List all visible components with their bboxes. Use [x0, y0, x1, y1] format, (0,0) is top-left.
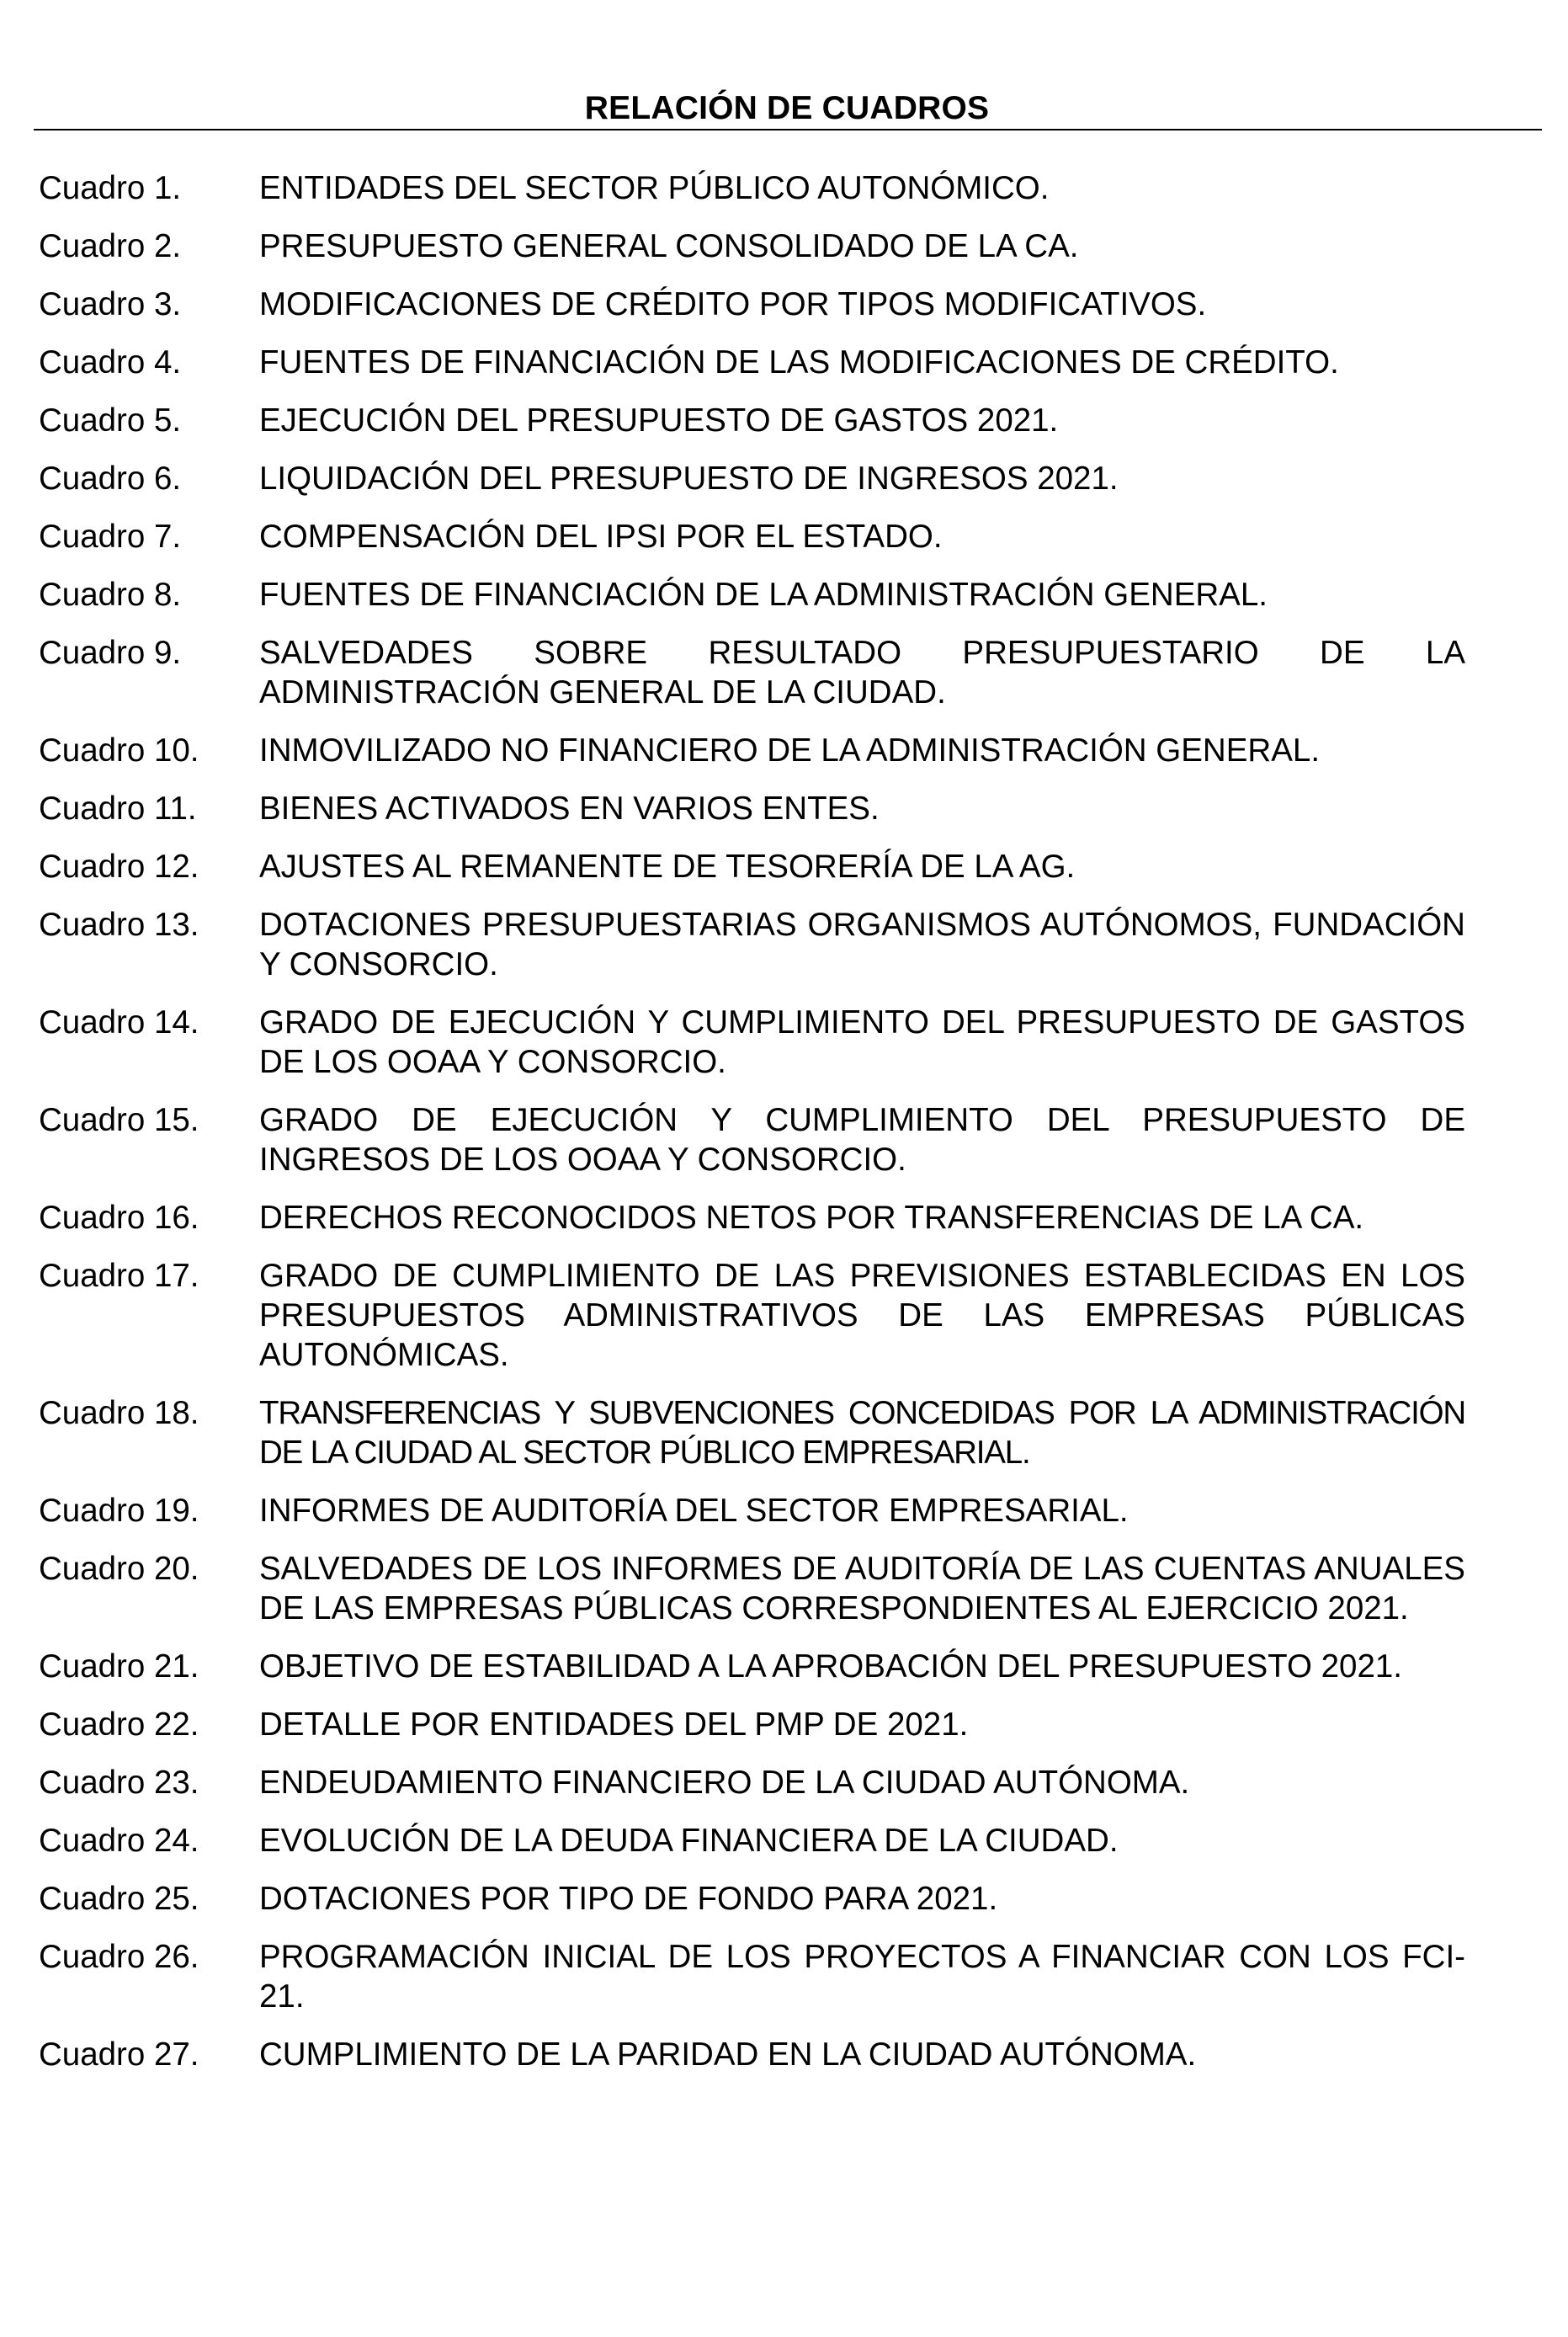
- item-title: COMPENSACIÓN DEL IPSI POR EL ESTADO.: [259, 519, 943, 555]
- item-number: Cuadro 9.: [39, 635, 182, 671]
- item-title: TRANSFERENCIAS Y SUBVENCIONES CONCEDIDAS POR LA ADMINISTRACIÓN DE LA CIUDAD AL SECTOR PÚBLICO EMPRESARIAL.: [259, 1395, 1465, 1471]
- item-title: DERECHOS RECONOCIDOS NETOS POR TRANSFERENCIAS DE LA CA.: [259, 1200, 1364, 1236]
- item-number: Cuadro 3.: [39, 286, 182, 322]
- item-title: SALVEDADES DE LOS INFORMES DE AUDITORÍA DE LAS CUENTAS ANUALES DE LAS EMPRESAS PÚBLICAS CORRESPONDIENTES AL EJERCICIO 2021.: [259, 1551, 1465, 1626]
- item-title: CUMPLIMIENTO DE LA PARIDAD EN LA CIUDAD AUTÓNOMA.: [259, 2036, 1197, 2073]
- list-item: [39, 1100, 1470, 1179]
- list-item: [39, 1393, 1470, 1472]
- item-number: Cuadro 14.: [39, 1004, 199, 1041]
- item-number: Cuadro 19.: [39, 1493, 199, 1529]
- list-item: [39, 1003, 1470, 1082]
- item-title: DOTACIONES PRESUPUESTARIAS ORGANISMOS AUTÓNOMOS, FUNDACIÓN Y CONSORCIO.: [259, 907, 1465, 982]
- item-number: Cuadro 8.: [39, 577, 182, 613]
- item-title: GRADO DE CUMPLIMIENTO DE LAS PREVISIONES ESTABLECIDAS EN LOS PRESUPUESTOS ADMINISTRATIVOS DE LAS EMPRESAS PÚBLICAS AUTONÓMICAS.: [259, 1258, 1465, 1373]
- item-title: MODIFICACIONES DE CRÉDITO POR TIPOS MODIFICATIVOS.: [259, 286, 1207, 322]
- item-number: Cuadro 26.: [39, 1939, 199, 1975]
- title-rule: [34, 129, 1542, 130]
- list-item: [39, 1256, 1470, 1375]
- list-item: [39, 1937, 1470, 2016]
- list-item: [39, 1821, 1470, 1861]
- list-item: [39, 1879, 1470, 1919]
- list-item: [39, 575, 1470, 615]
- item-title: DETALLE POR ENTIDADES DEL PMP DE 2021.: [259, 1706, 969, 1743]
- item-title: LIQUIDACIÓN DEL PRESUPUESTO DE INGRESOS 2021.: [259, 460, 1119, 497]
- list-item: [39, 168, 1470, 208]
- item-title: OBJETIVO DE ESTABILIDAD A LA APROBACIÓN DEL PRESUPUESTO 2021.: [259, 1648, 1402, 1685]
- item-number: Cuadro 20.: [39, 1551, 199, 1587]
- list-item: [39, 633, 1470, 712]
- item-number: Cuadro 18.: [39, 1395, 199, 1431]
- list-item: [39, 1705, 1470, 1744]
- list-item: [39, 285, 1470, 324]
- item-title: INFORMES DE AUDITORÍA DEL SECTOR EMPRESARIAL.: [259, 1493, 1129, 1529]
- item-title: ENDEUDAMIENTO FINANCIERO DE LA CIUDAD AUTÓNOMA.: [259, 1765, 1190, 1801]
- item-title: SALVEDADES SOBRE RESULTADO PRESUPUESTARIO DE LA ADMINISTRACIÓN GENERAL DE LA CIUDAD.: [259, 635, 1465, 711]
- item-number: Cuadro 1.: [39, 170, 182, 206]
- item-title: PROGRAMACIÓN INICIAL DE LOS PROYECTOS A FINANCIAR CON LOS FCI- 21.: [259, 1939, 1465, 2015]
- item-title: DOTACIONES POR TIPO DE FONDO PARA 2021.: [259, 1881, 998, 1917]
- item-title: ENTIDADES DEL SECTOR PÚBLICO AUTONÓMICO.: [259, 170, 1050, 206]
- item-title: PRESUPUESTO GENERAL CONSOLIDADO DE LA CA.: [259, 228, 1079, 264]
- item-number: Cuadro 15.: [39, 1102, 199, 1138]
- item-title: GRADO DE EJECUCIÓN Y CUMPLIMIENTO DEL PRESUPUESTO DE INGRESOS DE LOS OOAA Y CONSORCIO.: [259, 1102, 1465, 1178]
- item-number: Cuadro 4.: [39, 344, 182, 381]
- item-number: Cuadro 12.: [39, 849, 199, 885]
- item-number: Cuadro 13.: [39, 907, 199, 943]
- item-number: Cuadro 21.: [39, 1648, 199, 1685]
- item-number: Cuadro 24.: [39, 1823, 199, 1859]
- list-item: [39, 459, 1470, 498]
- item-number: Cuadro 2.: [39, 228, 182, 264]
- item-number: Cuadro 16.: [39, 1200, 199, 1236]
- item-number: Cuadro 17.: [39, 1258, 199, 1294]
- item-title: EJECUCIÓN DEL PRESUPUESTO DE GASTOS 2021.: [259, 402, 1059, 439]
- item-number: Cuadro 7.: [39, 519, 182, 555]
- item-number: Cuadro 11.: [39, 791, 197, 827]
- item-title: INMOVILIZADO NO FINANCIERO DE LA ADMINISTRACIÓN GENERAL.: [259, 732, 1321, 769]
- list-item: [39, 1491, 1470, 1530]
- item-title: AJUSTES AL REMANENTE DE TESORERÍA DE LA AG.: [259, 849, 1076, 885]
- list-item: [39, 343, 1470, 382]
- list-item: [39, 1647, 1470, 1686]
- list-item: [39, 226, 1470, 266]
- list-item: [39, 731, 1470, 770]
- table-list: [39, 168, 1470, 2093]
- list-item: [39, 1198, 1470, 1238]
- item-number: Cuadro 5.: [39, 402, 182, 439]
- list-item: [39, 789, 1470, 828]
- item-number: Cuadro 25.: [39, 1881, 199, 1917]
- item-number: Cuadro 27.: [39, 2036, 199, 2073]
- item-number: Cuadro 6.: [39, 460, 182, 497]
- page-title: RELACIÓN DE CUADROS: [584, 90, 990, 126]
- list-item: [39, 905, 1470, 984]
- item-number: Cuadro 22.: [39, 1706, 199, 1743]
- item-title: FUENTES DE FINANCIACIÓN DE LAS MODIFICACIONES DE CRÉDITO.: [259, 344, 1339, 381]
- item-number: Cuadro 23.: [39, 1765, 199, 1801]
- list-item: [39, 401, 1470, 440]
- item-title: BIENES ACTIVADOS EN VARIOS ENTES.: [259, 791, 880, 827]
- list-item: [39, 517, 1470, 556]
- item-title: GRADO DE EJECUCIÓN Y CUMPLIMIENTO DEL PRESUPUESTO DE GASTOS DE LOS OOAA Y CONSORCIO.: [259, 1004, 1465, 1080]
- item-title: FUENTES DE FINANCIACIÓN DE LA ADMINISTRACIÓN GENERAL.: [259, 577, 1268, 613]
- item-title: EVOLUCIÓN DE LA DEUDA FINANCIERA DE LA CIUDAD.: [259, 1823, 1119, 1859]
- item-number: Cuadro 10.: [39, 732, 199, 769]
- list-item: [39, 2035, 1470, 2074]
- list-item: [39, 1763, 1470, 1802]
- list-item: [39, 847, 1470, 886]
- list-item: [39, 1549, 1470, 1628]
